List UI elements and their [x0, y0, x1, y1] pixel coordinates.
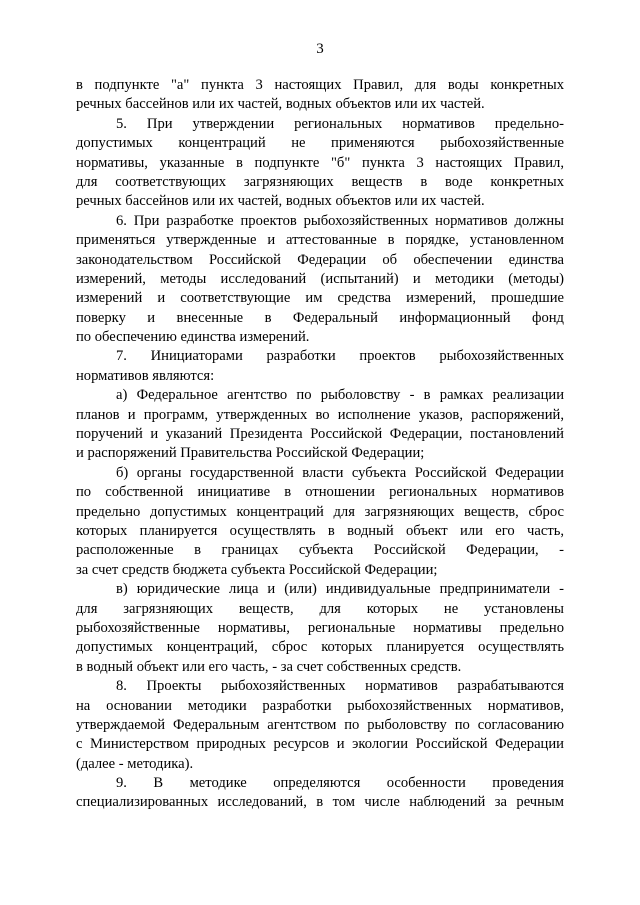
- text-line: 8. Проекты рыбохозяйственных нормативов разрабатываются: [116, 678, 564, 695]
- text-line: по обеспечению единства измерений.: [76, 329, 310, 346]
- text-line: измерений и соответствующие им средства измерений, прошедшие: [76, 290, 564, 307]
- text-line: а) Федеральное агентство по рыболовству - в рамках реализации: [116, 387, 564, 404]
- paragraph-p-8: [76, 677, 564, 774]
- text-line: на основании методики разработки рыбохозяйственных нормативов,: [76, 697, 564, 714]
- text-line: (далее - методика).: [76, 755, 194, 772]
- document-body: [76, 76, 564, 813]
- text-line: рыбохозяйственные нормативы, региональные нормативы предельно: [76, 619, 564, 636]
- text-line: б) органы государственной власти субъекта Российской Федерации: [116, 464, 564, 481]
- text-line: с Министерством природных ресурсов и экологии Российской Федерации: [76, 736, 564, 753]
- page-number: 3: [316, 41, 324, 57]
- text-line: расположенные в границах субъекта Российской Федерации, -: [76, 542, 564, 559]
- text-line: утверждаемой Федеральным агентством по рыболовству по согласованию: [76, 716, 564, 733]
- text-line: поручений и указаний Президента Российской Федерации, постановлений: [76, 426, 564, 443]
- text-line: допустимых концентраций не применяются рыбохозяйственные: [76, 135, 564, 152]
- text-line: 6. При разработке проектов рыбохозяйственных нормативов должны: [116, 212, 564, 229]
- text-line: в) юридические лица и (или) индивидуальные предприниматели -: [116, 581, 564, 598]
- text-line: измерений, методы исследований (испытаний) и методики (методы): [76, 270, 564, 287]
- text-line: законодательством Российской Федерации об обеспечении единства: [76, 251, 564, 268]
- text-line: нормативы, указанные в подпункте "б" пункта 3 настоящих Правил,: [76, 154, 564, 171]
- text-line: поверку и внесенные в Федеральный информационный фонд: [76, 309, 564, 326]
- paragraph-p-7v: [76, 580, 564, 677]
- paragraph-p-continuation: [76, 76, 564, 115]
- paragraph-p-7b: [76, 464, 564, 580]
- paragraph-p-7a: [76, 386, 564, 464]
- text-line: предельно допустимых концентраций для загрязняющих веществ, сброс: [76, 503, 564, 520]
- text-line: для соответствующих загрязняющих веществ в воде конкретных: [76, 173, 564, 190]
- text-line: 7. Инициаторами разработки проектов рыбохозяйственных: [116, 348, 564, 365]
- text-line: речных бассейнов или их частей, водных объектов или их частей.: [76, 193, 485, 210]
- text-line: допустимых концентраций, сброс которых планируется осуществлять: [76, 639, 564, 656]
- text-line: специализированных исследований, в том числе наблюдений за речным: [76, 794, 564, 811]
- text-line: в подпункте "а" пункта 3 настоящих Правил, для воды конкретных: [76, 77, 564, 93]
- text-line: для загрязняющих веществ, для которых не установлены: [76, 600, 564, 617]
- paragraph-p-9: [76, 774, 564, 813]
- text-line: в водный объект или его часть, - за счет собственных средств.: [76, 658, 462, 675]
- paragraph-p-5: [76, 115, 564, 212]
- text-line: нормативов являются:: [76, 367, 215, 384]
- text-line: речных бассейнов или их частей, водных объектов или их частей.: [76, 96, 485, 113]
- text-line: за счет средств бюджета субъекта Российской Федерации;: [76, 561, 438, 578]
- text-line: планов и программ, утвержденных во исполнение указов, распоряжений,: [76, 406, 564, 423]
- paragraph-p-7: [76, 347, 564, 386]
- text-line: по собственной инициативе в отношении региональных нормативов: [76, 484, 564, 501]
- text-line: которых планируется осуществлять в водный объект или его часть,: [76, 522, 564, 539]
- text-line: 9. В методике определяются особенности проведения: [116, 775, 564, 792]
- text-line: и распоряжений Правительства Российской Федерации;: [76, 445, 425, 462]
- paragraph-p-6: [76, 212, 564, 348]
- text-line: применяться утвержденные и аттестованные в порядке, установленном: [76, 232, 564, 249]
- text-line: 5. При утверждении региональных нормативов предельно-: [116, 115, 564, 132]
